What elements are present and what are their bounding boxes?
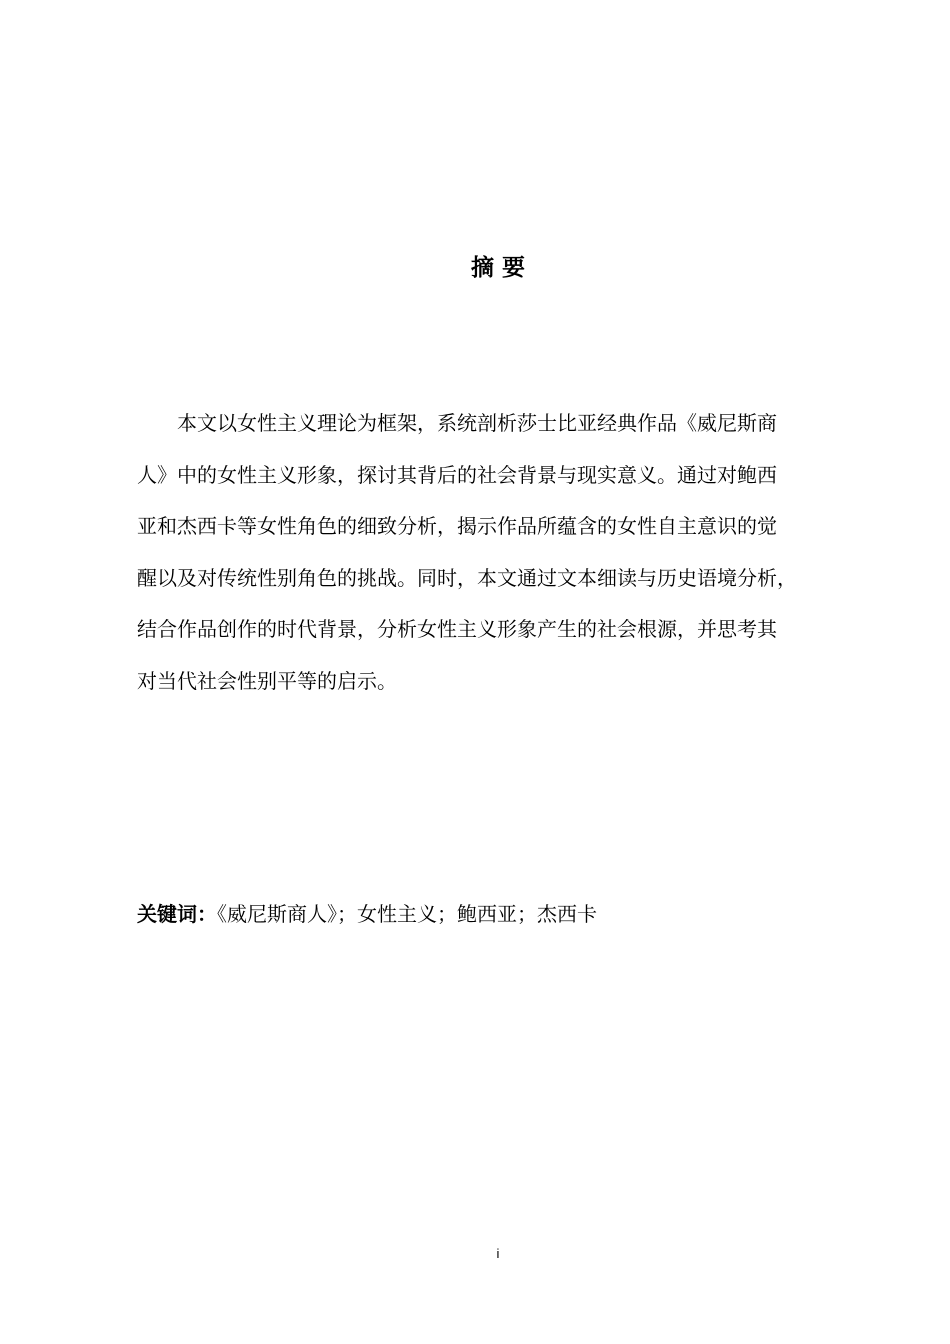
keywords-value: 《威尼斯商人》；女性主义；鲍西亚；杰西卡 <box>217 902 597 926</box>
abstract-line: 醒以及对传统性别角色的挑战。同时，本文通过文本细读与历史语境分析， <box>137 565 797 590</box>
abstract-line: 结合作品创作的时代背景，分析女性主义形象产生的社会根源，并思考其 <box>137 617 777 641</box>
page-number: i <box>496 1246 500 1261</box>
keywords-line <box>137 898 857 930</box>
abstract-line: 亚和杰西卡等女性角色的细致分析，揭示作品所蕴含的女性自主意识的觉 <box>137 514 777 538</box>
page-title: 摘 要 <box>470 255 525 281</box>
abstract-line: 本文以女性主义理论为框架，系统剖析莎士比亚经典作品《威尼斯商 <box>177 411 777 435</box>
abstract-line: 人》中的女性主义形象，探讨其背后的社会背景与现实意义。通过对鲍西 <box>137 462 777 487</box>
abstract-body <box>137 398 857 707</box>
keywords-label: 关键词： <box>137 902 217 926</box>
abstract-line: 对当代社会性别平等的启示。 <box>137 668 397 693</box>
